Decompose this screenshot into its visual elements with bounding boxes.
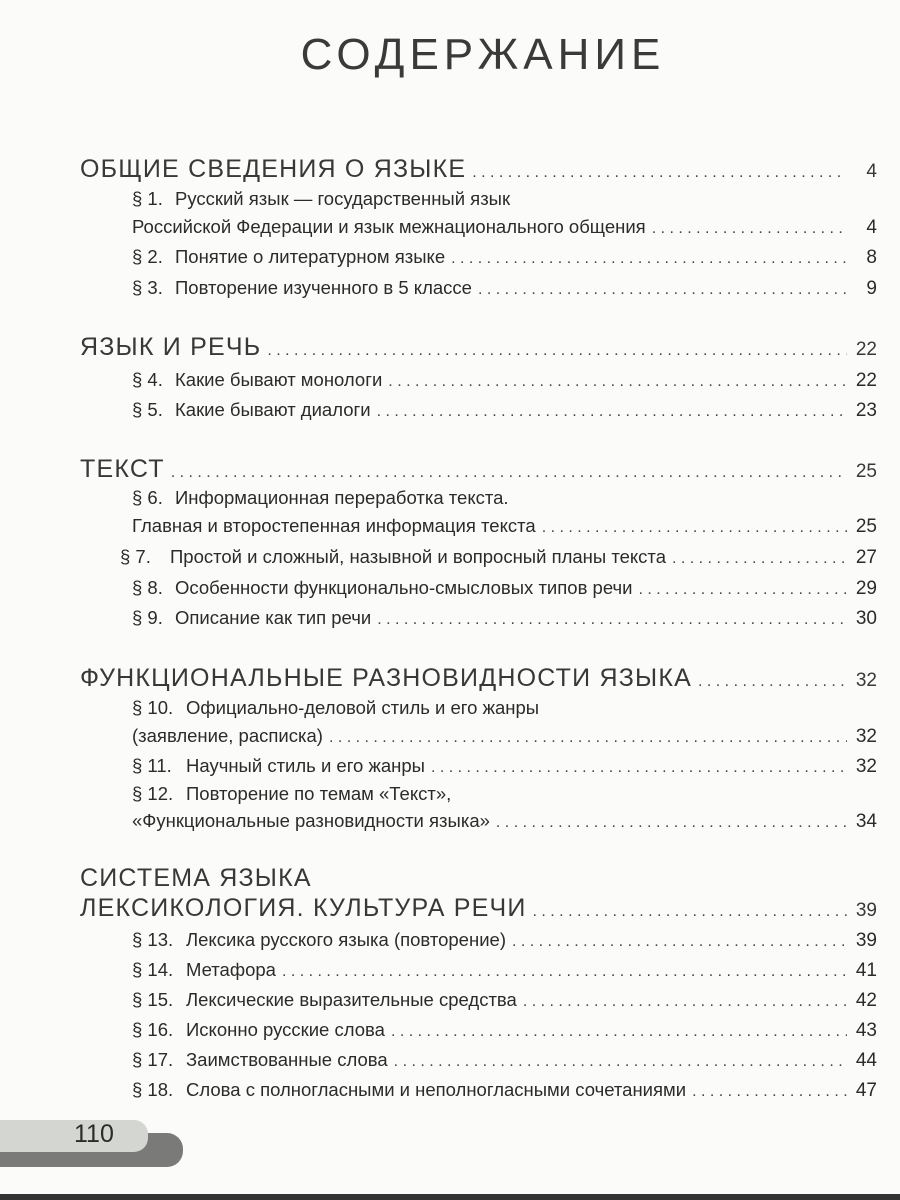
- dot-leader: [512, 933, 847, 951]
- item-text: Научный стиль и его жанры: [186, 755, 425, 776]
- toc-item: [132, 369, 877, 395]
- page-ref: 42: [855, 990, 877, 1011]
- heading-text: ЯЗЫК И РЕЧЬ: [80, 333, 262, 361]
- item-text: Описание как тип речи: [175, 607, 372, 628]
- page-number: 110: [74, 1120, 114, 1148]
- item-number: § 5.: [132, 399, 163, 420]
- item-text: Официально-деловой стиль и его жанры: [186, 697, 540, 718]
- toc-item: [132, 577, 877, 603]
- dot-leader: [542, 519, 847, 537]
- dot-leader: [692, 1083, 847, 1101]
- page-title: СОДЕРЖАНИЕ: [300, 30, 666, 79]
- dot-leader: [394, 1053, 847, 1071]
- toc-item-continuation: [132, 216, 877, 242]
- item-text: Повторение изученного в 5 классе: [175, 277, 472, 298]
- dot-leader: [282, 963, 847, 981]
- item-number: § 10.: [132, 697, 174, 718]
- item-text: Заимствованные слова: [186, 1049, 388, 1070]
- item-text: Лексические выразительные средства: [186, 989, 517, 1010]
- dot-leader: [377, 611, 847, 629]
- page-ref: 43: [855, 1020, 877, 1041]
- dot-leader: [329, 729, 847, 747]
- item-number: § 14.: [132, 959, 174, 980]
- item-number: § 4.: [132, 369, 163, 390]
- item-text: Русский язык — государственный язык: [175, 188, 511, 209]
- page-ref: 9: [866, 278, 877, 299]
- dot-leader: [171, 464, 847, 482]
- item-number: § 9.: [132, 607, 163, 628]
- toc-item: [132, 188, 877, 214]
- item-number: § 16.: [132, 1019, 174, 1040]
- toc-item: [120, 546, 877, 572]
- toc-item: [132, 1079, 877, 1105]
- toc-section-heading: [80, 864, 877, 896]
- dot-leader: [652, 220, 847, 238]
- toc-item: [132, 1049, 877, 1075]
- dot-leader: [451, 250, 847, 268]
- item-text: Повторение по темам «Текст»,: [186, 783, 452, 804]
- page-ref: 25: [855, 461, 877, 482]
- page-ref: 30: [855, 608, 877, 629]
- page-ref: 4: [866, 217, 877, 238]
- dot-leader: [698, 673, 847, 691]
- item-text: (заявление, расписка): [132, 725, 323, 746]
- item-number: § 17.: [132, 1049, 174, 1070]
- item-text: Исконно русские слова: [186, 1019, 385, 1040]
- toc-section-heading: [80, 155, 877, 187]
- page-ref: 41: [855, 960, 877, 981]
- toc-item: [132, 959, 877, 985]
- item-text: Простой и сложный, назывной и вопросный планы текста: [170, 546, 666, 567]
- item-text: Понятие о литературном языке: [175, 246, 446, 267]
- heading-text: ОБЩИЕ СВЕДЕНИЯ О ЯЗЫКЕ: [80, 155, 467, 183]
- page-ref: 22: [855, 339, 877, 360]
- page-ref: 23: [855, 400, 877, 421]
- dot-leader: [638, 581, 847, 599]
- toc-item: [132, 487, 877, 513]
- item-number: § 1.: [132, 188, 163, 209]
- dot-leader: [672, 550, 847, 568]
- toc-section-heading: [80, 664, 877, 696]
- item-number: § 8.: [132, 577, 163, 598]
- heading-text: ЛЕКСИКОЛОГИЯ. КУЛЬТУРА РЕЧИ: [80, 894, 527, 922]
- toc-item: [132, 989, 877, 1015]
- item-text: Метафора: [186, 959, 276, 980]
- item-text: Какие бывают монологи: [175, 369, 383, 390]
- item-number: § 2.: [132, 246, 163, 267]
- toc-item: [132, 399, 877, 425]
- toc-section-heading: [80, 333, 877, 365]
- toc-item: [132, 1019, 877, 1045]
- item-text: Российской Федерации и язык межнационального общения: [132, 216, 646, 237]
- item-text: Слова с полногласными и неполногласными сочетаниями: [186, 1079, 687, 1100]
- page-ref: 39: [855, 930, 877, 951]
- page-ref: 44: [855, 1050, 877, 1071]
- toc-item: [132, 697, 877, 723]
- dot-leader: [523, 993, 847, 1011]
- item-number: § 18.: [132, 1079, 174, 1100]
- toc-item: [132, 277, 877, 303]
- page-ref: 34: [855, 811, 877, 832]
- page-ref: 22: [855, 370, 877, 391]
- toc-item-continuation: [132, 515, 877, 541]
- toc-item-continuation: [132, 810, 877, 836]
- page-ref: 39: [855, 900, 877, 921]
- item-number: § 7.: [120, 546, 151, 567]
- page-ref: 32: [855, 670, 877, 691]
- page-tab-decoration: [0, 1150, 78, 1167]
- toc-item: [132, 755, 877, 781]
- page-ref: 27: [855, 547, 877, 568]
- item-number: § 15.: [132, 989, 174, 1010]
- page-ref: 32: [855, 726, 877, 747]
- toc-section-heading: [80, 455, 877, 487]
- page-ref: 8: [866, 247, 877, 268]
- dot-leader: [472, 164, 847, 182]
- toc-item-continuation: [132, 725, 877, 751]
- page-ref: 29: [855, 578, 877, 599]
- item-number: § 11.: [132, 755, 172, 776]
- toc-item: [132, 783, 877, 809]
- toc-item: [132, 607, 877, 633]
- page-ref: 47: [855, 1080, 877, 1101]
- toc-item: [132, 929, 877, 955]
- dot-leader: [377, 403, 847, 421]
- dot-leader: [478, 281, 847, 299]
- item-text: Главная и второстепенная информация текста: [132, 515, 536, 536]
- item-number: § 13.: [132, 929, 174, 950]
- page-edge: [0, 1194, 900, 1200]
- item-text: «Функциональные разновидности языка»: [132, 810, 490, 831]
- dot-leader: [496, 814, 847, 832]
- dot-leader: [391, 1023, 847, 1041]
- toc-item: [132, 246, 877, 272]
- item-number: § 12.: [132, 783, 174, 804]
- page-ref: 4: [866, 161, 877, 182]
- heading-text: ФУНКЦИОНАЛЬНЫЕ РАЗНОВИДНОСТИ ЯЗЫКА: [80, 664, 692, 692]
- dot-leader: [533, 903, 848, 921]
- page-ref: 32: [855, 756, 877, 777]
- heading-text: СИСТЕМА ЯЗЫКА: [80, 864, 312, 892]
- dot-leader: [267, 342, 847, 360]
- item-text: Особенности функционально-смысловых типов речи: [175, 577, 633, 598]
- item-text: Информационная переработка текста.: [175, 487, 509, 508]
- toc-section-subheading: [80, 894, 877, 926]
- dot-leader: [388, 373, 847, 391]
- item-text: Лексика русского языка (повторение): [186, 929, 506, 950]
- item-number: § 3.: [132, 277, 163, 298]
- item-text: Какие бывают диалоги: [175, 399, 371, 420]
- heading-text: ТЕКСТ: [80, 455, 165, 483]
- page-ref: 25: [855, 516, 877, 537]
- dot-leader: [431, 759, 847, 777]
- item-number: § 6.: [132, 487, 163, 508]
